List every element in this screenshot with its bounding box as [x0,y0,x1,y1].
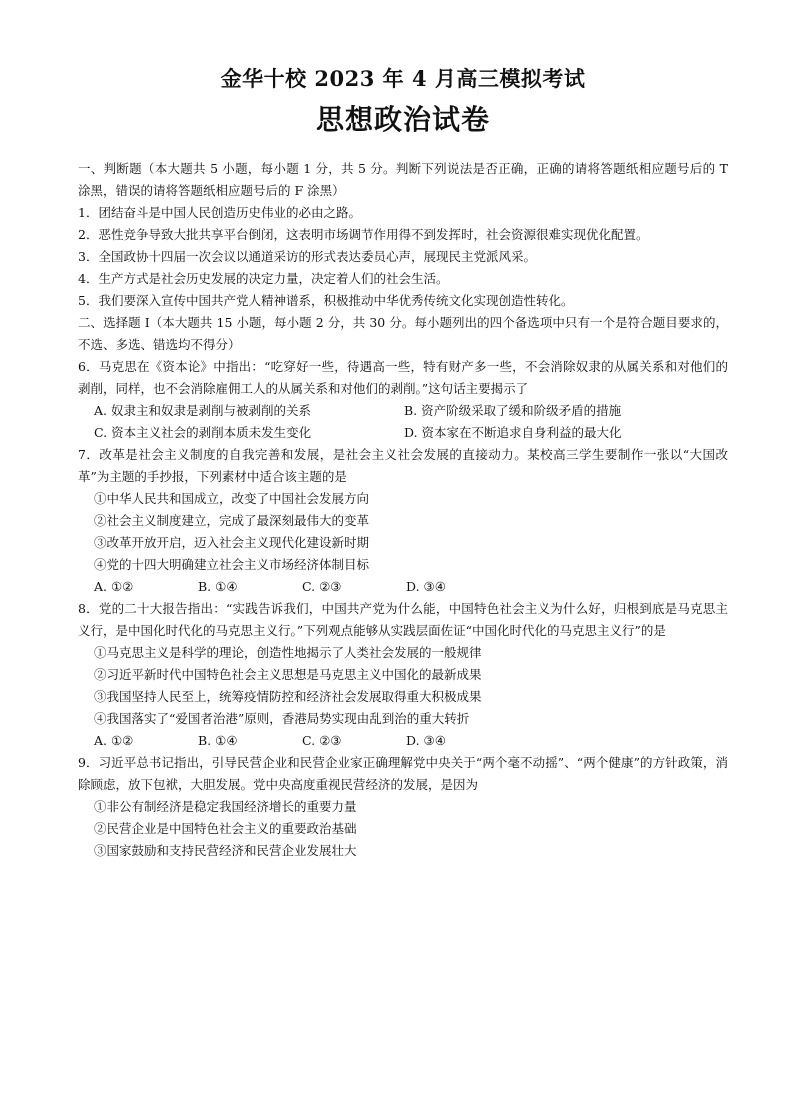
option-c: C. ②③ [302,579,342,594]
statement-item: ④党的十四大明确建立社会主义市场经济体制目标 [94,557,370,572]
option-c: C. ②③ [302,733,342,748]
statement-item: ①非公有制经济是稳定我国经济增长的重要力量 [94,799,357,814]
option-row [78,730,728,752]
option-d: D. 资本家在不断追求自身利益的最大化 [404,425,622,440]
question-6 [78,356,728,444]
option-row [78,576,728,598]
option-b: B. ①④ [198,733,238,748]
option-row [78,400,728,422]
option-d: D. ③④ [406,579,446,594]
question-item: 4．生产方式是社会历史发展的决定力量，决定着人们的社会生活。 [78,271,449,286]
option-d: D. ③④ [406,733,446,748]
section-heading: 一、判断题（本大题共 5 小题，每小题 1 分，共 5 分。判断下列说法是否正确，正确的请将答题纸相应题号后的 T 涂黑，错误的请将答题纸相应题号后的 F 涂黑） [78,161,728,198]
exam-subject-title: 思想政治试卷 [315,103,490,136]
option-c: C. 资本主义社会的剥削本质未发生变化 [94,425,312,440]
question-stem: 6．马克思在《资本论》中指出：“吃穿好一些，待遇高一些，特有财产多一些，不会消除奴隶的从属关系和对他们的剥削，同样，也不会消除雇佣工人的从属关系和对他们的剥削。”这句话主要揭示了 [78,359,728,396]
section-true-false [78,158,728,312]
question-stem: 7．改革是社会主义制度的自我完善和发展，是社会主义社会发展的直接动力。某校高三学生要制作一张以“大国改革”为主题的手抄报，下列素材中适合该主题的是 [78,447,728,484]
statement-item: ①马克思主义是科学的理论，创造性地揭示了人类社会发展的一般规律 [94,645,482,660]
question-item: 5．我们要深入宣传中国共产党人精神谱系，积极推动中华优秀传统文化实现创造性转化。 [78,293,574,308]
exam-page [78,64,728,862]
question-item: 2．恶性竞争导致大批共享平台倒闭，这表明市场调节作用得不到发挥时，社会资源很难实现优化配置。 [78,227,649,242]
question-7 [78,444,728,598]
option-a: A. 奴隶主和奴隶是剥削与被剥削的关系 [94,403,311,418]
question-9 [78,752,728,862]
section-multiple-choice [78,312,728,862]
statement-item: ①中华人民共和国成立，改变了中国社会发展方向 [94,491,370,506]
statement-item: ③我国坚持人民至上，统筹疫情防控和经济社会发展取得重大积极成果 [94,689,482,704]
statement-item: ②社会主义制度建立，完成了最深刻最伟大的变革 [94,513,370,528]
exam-title: 金华十校 2023 年 4 月高三模拟考试 [220,66,586,91]
option-a: A. ①② [94,733,134,748]
statement-item: ③国家鼓励和支持民营经济和民营企业发展壮大 [94,843,357,858]
option-b: B. ①④ [198,579,238,594]
question-stem: 9．习近平总书记指出，引导民营企业和民营企业家正确理解党中央关于“两个毫不动摇”、“两个健康”的方针政策，消除顾虑，放下包袱，大胆发展。党中央高度重视民营经济的发展，是因为 [78,755,728,792]
statement-item: ②习近平新时代中国特色社会主义思想是马克思主义中国化的最新成果 [94,667,482,682]
question-item: 3．全国政协十四届一次会议以通道采访的形式表达委员心声，展现民主党派风采。 [78,249,536,264]
question-8 [78,598,728,752]
question-item: 1．团结奋斗是中国人民创造历史伟业的必由之路。 [78,205,361,220]
option-row [78,422,728,444]
question-stem: 8．党的二十大报告指出：“实践告诉我们，中国共产党为什么能，中国特色社会主义为什么好，归根到底是马克思主义行，是中国化时代化的马克思主义行。”下列观点能够从实践层面佐证“中国化时代化的马克思主义行”的是 [78,601,728,638]
option-b: B. 资产阶级采取了缓和阶级矛盾的措施 [404,403,622,418]
statement-item: ④我国落实了“爱国者治港”原则，香港局势实现由乱到治的重大转折 [94,711,470,726]
option-a: A. ①② [94,579,134,594]
statement-item: ③改革开放开启，迈入社会主义现代化建设新时期 [94,535,370,550]
statement-item: ②民营企业是中国特色社会主义的重要政治基础 [94,821,357,836]
section-heading: 二、选择题 I（本大题共 15 小题，每小题 2 分，共 30 分。每小题列出的四个备选项中只有一个是符合题目要求的，不选、多选、错选均不得分） [78,315,728,352]
